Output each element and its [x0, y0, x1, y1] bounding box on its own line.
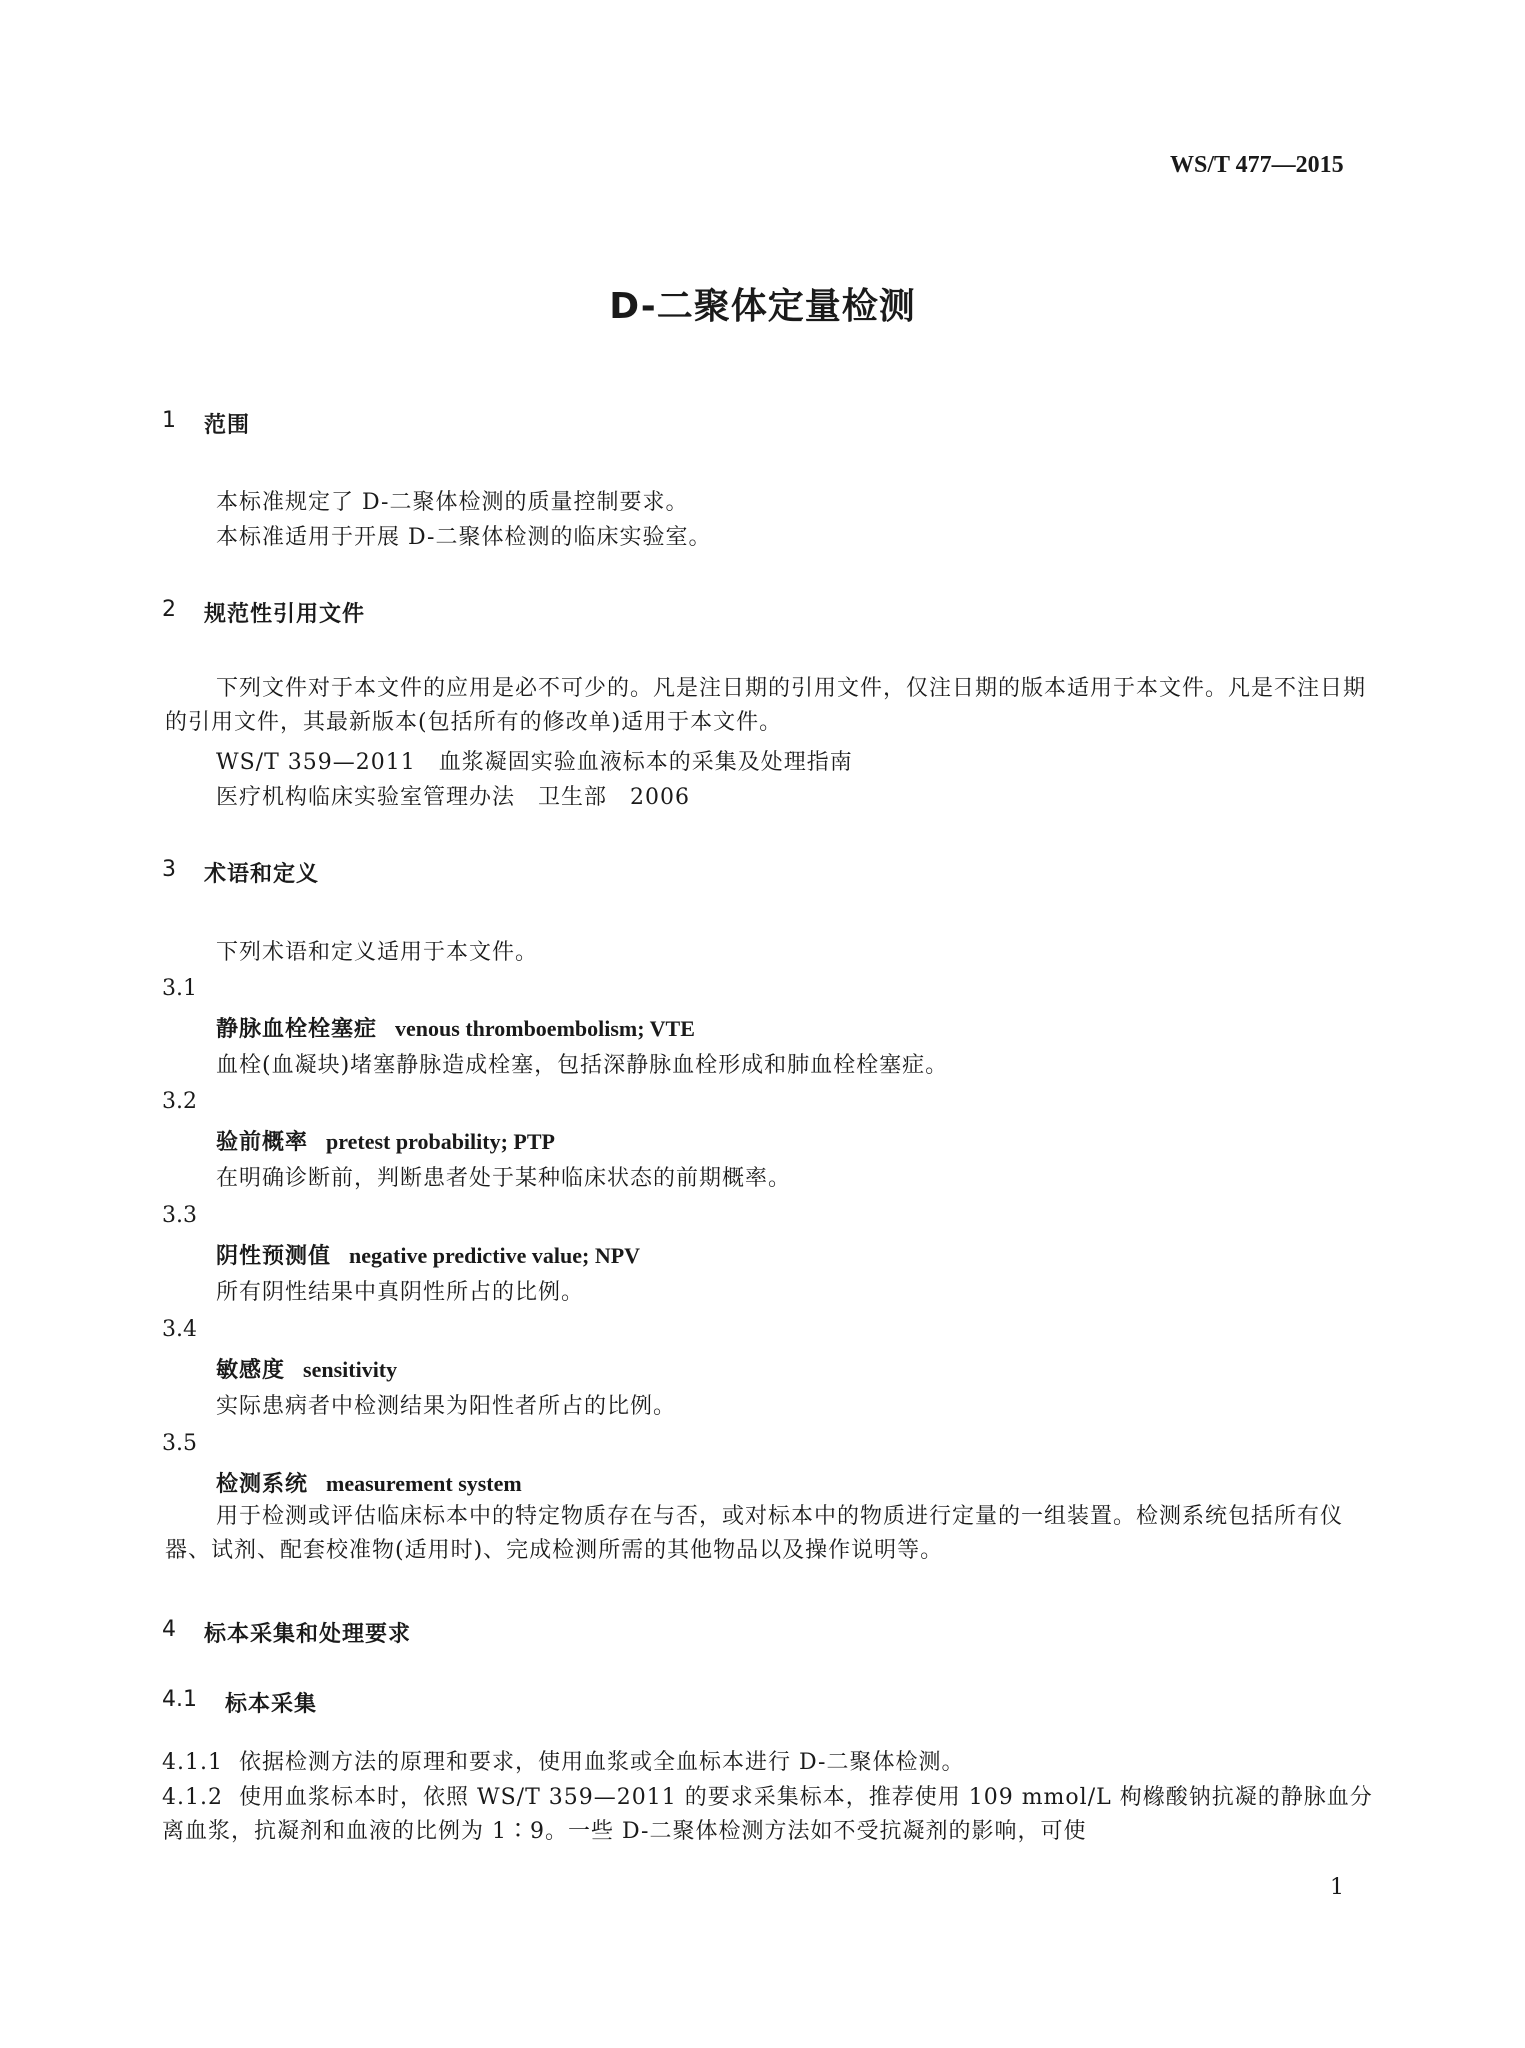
section-4-title: 标本采集和处理要求 — [204, 1622, 412, 1647]
term-number: 3.3 — [162, 1203, 197, 1228]
term-chinese: 检测系统 — [216, 1472, 309, 1497]
term-chinese: 验前概率 — [216, 1130, 309, 1155]
section-1-para-1: 本标准规定了 D-二聚体检测的质量控制要求。 — [216, 490, 689, 515]
term-english: negative predictive value; NPV — [349, 1243, 641, 1268]
term-number: 3.5 — [162, 1431, 197, 1456]
term-english: venous thromboembolism; VTE — [395, 1016, 695, 1041]
term-number: 3.2 — [162, 1089, 197, 1114]
section-3-intro: 下列术语和定义适用于本文件。 — [216, 940, 539, 965]
term-heading — [216, 1239, 640, 1270]
section-3-number: 3 — [162, 857, 176, 882]
clause-text: 使用血浆标本时，依照 WS/T 359—2011 的要求采集标本，推荐使用 109 mmol/L 枸橼酸钠抗凝的静脉血分离血浆，抗凝剂和血液的比例为 1∶9。一些 D-二聚体检测方法如不受抗凝剂的影响，可使 — [162, 1785, 1373, 1844]
section-2-intro: 下列文件对于本文件的应用是必不可少的。凡是注日期的引用文件，仅注日期的版本适用于本文件。凡是不注日期的引用文件，其最新版本(包括所有的修改单)适用于本文件。 — [165, 676, 1367, 735]
section-3-title: 术语和定义 — [204, 862, 320, 887]
term-chinese: 静脉血栓栓塞症 — [216, 1017, 378, 1042]
subsection-4-1-title: 标本采集 — [225, 1692, 318, 1717]
term-heading — [216, 1353, 397, 1384]
term-definition: 实际患病者中检测结果为阳性者所占的比例。 — [216, 1394, 677, 1419]
section-1-title: 范围 — [204, 413, 251, 438]
term-english: pretest probability; PTP — [326, 1129, 555, 1154]
term-number: 3.1 — [162, 976, 197, 1001]
subsection-4-1-number: 4.1 — [162, 1687, 197, 1712]
term-definition: 在明确诊断前，判断患者处于某种临床状态的前期概率。 — [216, 1166, 792, 1191]
term-definition: 血栓(血凝块)堵塞静脉造成栓塞，包括深静脉血栓形成和肺血栓栓塞症。 — [216, 1053, 949, 1078]
term-heading — [216, 1125, 555, 1156]
term-english: measurement system — [326, 1471, 522, 1496]
term-heading — [216, 1012, 695, 1043]
section-4-number: 4 — [162, 1617, 176, 1642]
term-english: sensitivity — [303, 1357, 398, 1382]
section-2-title: 规范性引用文件 — [204, 602, 366, 627]
clause-number: 4.1.1 — [162, 1750, 223, 1775]
clause-4-1-2 — [162, 1781, 1380, 1849]
term-number: 3.4 — [162, 1317, 197, 1342]
term-definition: 用于检测或评估临床标本中的特定物质存在与否，或对标本中的物质进行定量的一组装置。检测系统包括所有仪器、试剂、配套校准物(适用时)、完成检测所需的其他物品以及操作说明等。 — [165, 1504, 1344, 1563]
section-1-para-2: 本标准适用于开展 D-二聚体检测的临床实验室。 — [216, 525, 712, 550]
clause-4-1-1 — [162, 1745, 964, 1776]
section-1-number: 1 — [162, 408, 176, 433]
term-chinese: 阴性预测值 — [216, 1244, 332, 1269]
term-chinese: 敏感度 — [216, 1358, 286, 1383]
clause-number: 4.1.2 — [162, 1785, 223, 1810]
standard-number: WS/T 477—2015 — [1170, 152, 1344, 178]
normative-reference-2: 医疗机构临床实验室管理办法 卫生部 2006 — [216, 785, 690, 810]
term-definition: 所有阴性结果中真阴性所占的比例。 — [216, 1280, 585, 1305]
normative-reference-1: WS/T 359—2011 血浆凝固实验血液标本的采集及处理指南 — [216, 750, 853, 775]
document-title: D-二聚体定量检测 — [609, 286, 916, 327]
section-2-number: 2 — [162, 597, 176, 622]
clause-text: 依据检测方法的原理和要求，使用血浆或全血标本进行 D-二聚体检测。 — [238, 1750, 965, 1775]
page-number: 1 — [1330, 1875, 1344, 1900]
term-heading — [216, 1467, 522, 1498]
